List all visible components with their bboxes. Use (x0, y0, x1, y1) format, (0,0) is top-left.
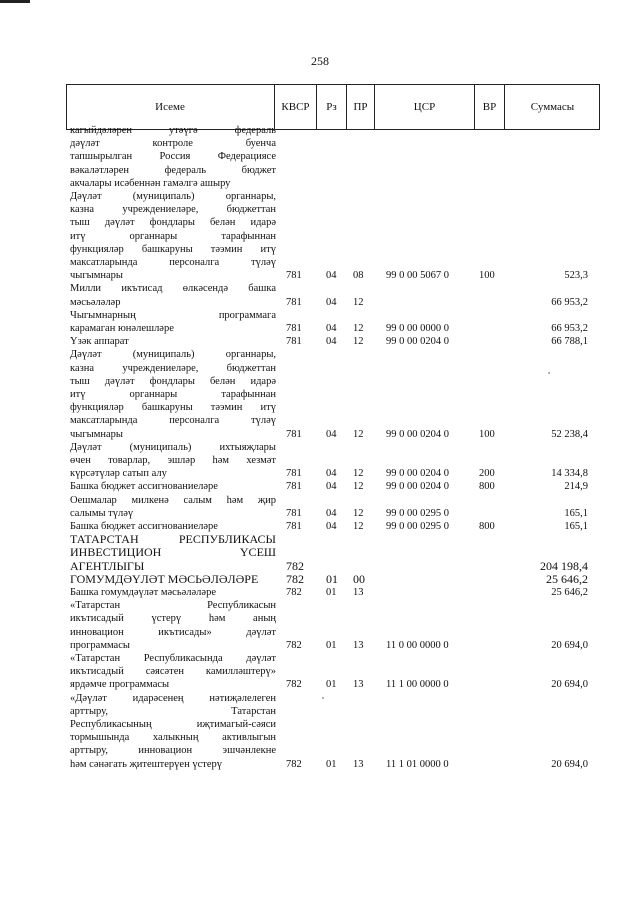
row-name-line: һәм сәнәгать җитештерүен үстерү (70, 758, 222, 770)
row-rz: 01 (326, 571, 338, 586)
row-pr: 13 (353, 639, 364, 651)
row-csr: 99 0 00 0204 0 (386, 428, 449, 440)
row-rz: 04 (326, 481, 337, 493)
row-name-line: Башка бюджет ассигнованиеләре (70, 521, 218, 532)
row-kvsr: 781 (286, 481, 302, 493)
row-name (70, 190, 276, 282)
row-sum: 165,1 (564, 521, 588, 532)
row-name-line: «Татарстан Республикасын (70, 600, 276, 612)
row-sum: 66 953,2 (551, 322, 588, 334)
row-rz: 04 (326, 296, 337, 308)
row-name-line: «Дәүләт идарәсенең нәтиҗәлелеген (70, 692, 276, 704)
row-name (70, 124, 276, 190)
row-name-line: программасы (70, 639, 130, 651)
row-sum: 25 646,2 (551, 587, 588, 598)
row-name-line: итү органнары тарафыннан (70, 230, 276, 242)
row-name-line: ТАТАРСТАН РЕСПУБЛИКАСЫ (70, 532, 276, 547)
row-kvsr: 781 (286, 468, 302, 480)
row-name-line: Башка гомумдәүләт мәсьәләләре (70, 587, 216, 598)
scan-corner-mark (0, 0, 30, 3)
row-kvsr: 782 (286, 558, 304, 573)
row-name (70, 599, 276, 652)
row-name-line: дәүләт контроле буенча (70, 138, 276, 150)
row-sum: 20 694,0 (551, 639, 588, 651)
row-name-line: Дәүләт (муниципаль) органнары, (70, 191, 276, 202)
row-csr: 99 0 00 5067 0 (386, 270, 449, 282)
row-pr: 12 (353, 296, 364, 308)
row-rz: 04 (326, 336, 337, 348)
row-csr: 99 0 00 0295 0 (386, 521, 449, 532)
row-kvsr: 781 (286, 270, 302, 282)
row-rz: 04 (326, 270, 337, 282)
row-name-line: салымы түләү (70, 507, 134, 519)
row-csr: 11 0 00 0000 0 (386, 639, 449, 651)
row-kvsr: 781 (286, 296, 302, 308)
row-name-line: мәсьәләләр (70, 296, 121, 308)
row-kvsr: 782 (286, 758, 302, 770)
row-pr: 12 (353, 521, 364, 532)
row-name-line: вәкаләтләрен федераль бюджет (70, 164, 276, 176)
row-pr: 12 (353, 322, 364, 334)
row-name-line: карамаган юнәлешләре (70, 323, 174, 334)
row-name (70, 586, 276, 599)
row-name (70, 282, 276, 308)
row-pr: 12 (353, 507, 364, 519)
row-pr: 13 (353, 679, 364, 691)
header-vr: ВР (474, 84, 504, 130)
row-rz: 01 (326, 679, 337, 691)
row-kvsr: 782 (286, 571, 304, 586)
row-name-line: икътисадый сәясәтен камилләштерү» (70, 666, 276, 678)
row-name (70, 480, 276, 493)
row-name-line: акчалары исәбеннән гамәлгә ашыру (70, 177, 231, 189)
row-name-line: чыгымнары (70, 270, 123, 282)
row-name-line: максатларында персоналга түләү (70, 415, 276, 427)
row-name (70, 494, 276, 520)
row-vr: 800 (479, 481, 495, 493)
table-row (0, 692, 640, 771)
header-pr: ПР (346, 84, 374, 130)
row-name-line: икътисадый үстерү һәм аның (70, 613, 276, 625)
row-csr: 99 0 00 0295 0 (386, 507, 449, 519)
row-name (70, 348, 276, 440)
row-rz: 04 (326, 521, 337, 532)
row-csr: 99 0 00 0204 0 (386, 336, 449, 348)
row-sum: 52 238,4 (551, 428, 588, 440)
row-name-line: Чыгымнарның программага (70, 309, 276, 321)
row-kvsr: 781 (286, 507, 302, 519)
row-rz: 01 (326, 639, 337, 651)
table-row (0, 335, 640, 348)
row-name (70, 533, 276, 573)
row-kvsr: 781 (286, 336, 302, 348)
table-row (0, 124, 640, 190)
table-row (0, 348, 640, 440)
row-name-line: тормышында халыкның активлыгын (70, 732, 276, 744)
row-name-line: АГЕНТЛЫГЫ (70, 558, 145, 573)
row-pr: 08 (353, 270, 364, 282)
header-name: Исеме (155, 101, 185, 113)
row-kvsr: 782 (286, 639, 302, 651)
row-sum: 204 198,4 (540, 558, 588, 573)
row-name-line: Республикасының иҗтимагый-сәяси (70, 719, 276, 730)
row-name-line: тыш дәүләт фондлары белән идарә (70, 375, 276, 387)
row-vr: 800 (479, 521, 495, 532)
row-name (70, 652, 276, 692)
row-sum: 25 646,2 (546, 571, 588, 586)
row-pr: 12 (353, 468, 364, 480)
row-pr: 12 (353, 481, 364, 493)
row-name-line: кагыйдәләрен утәүгә федераль (70, 125, 276, 136)
row-pr: 13 (353, 758, 364, 770)
row-vr: 100 (479, 270, 495, 282)
row-pr: 12 (353, 336, 364, 348)
row-sum: 20 694,0 (551, 758, 588, 770)
table-row (0, 533, 640, 573)
header-sum: Суммасы (504, 84, 600, 130)
row-vr: 200 (479, 468, 495, 480)
scan-speck (322, 697, 324, 699)
table-row (0, 282, 640, 308)
row-name (70, 335, 276, 348)
row-sum: 523,3 (564, 270, 588, 282)
row-name-line: итү органнары тарафыннан (70, 389, 276, 400)
row-pr: 00 (353, 571, 365, 586)
row-name-line: инновацион икътисады» дәүләт (70, 626, 276, 638)
row-csr: 99 0 00 0204 0 (386, 468, 449, 480)
row-name-line: казна учреждениеләре, бюджеттан (70, 204, 276, 216)
table-row (0, 309, 640, 335)
row-name-line: казна учреждениеләре, бюджеттан (70, 362, 276, 374)
row-rz: 04 (326, 507, 337, 519)
header-csr: ЦСР (374, 84, 474, 130)
row-name-line: ярдәмче программасы (70, 679, 170, 691)
table-row (0, 652, 640, 692)
table-row (0, 573, 640, 586)
row-name-line: күрсәтүләр сатып алу (70, 468, 167, 480)
table-row (0, 599, 640, 652)
row-name-line: функцияләр башкаруны тәэмин итү (70, 243, 276, 255)
row-csr: 99 0 00 0204 0 (386, 481, 449, 493)
row-rz: 04 (326, 322, 337, 334)
row-name-line: өчен товарлар, эшләр һәм хезмәт (70, 455, 276, 466)
row-name (70, 309, 276, 335)
row-name-line: Дәүләт (муниципаль) органнары, (70, 349, 276, 361)
row-sum: 66 953,2 (551, 296, 588, 308)
header-rz: Рз (316, 84, 346, 130)
row-name-line: Үзәк аппарат (70, 336, 129, 348)
row-kvsr: 781 (286, 521, 302, 532)
row-sum: 165,1 (564, 507, 588, 519)
row-sum: 66 788,1 (551, 336, 588, 348)
row-name-line: функцияләр башкаруны тәэмин итү (70, 402, 276, 414)
row-rz: 01 (326, 587, 337, 598)
row-pr: 12 (353, 428, 364, 440)
table-row (0, 586, 640, 599)
row-name-line: Милли икътисад өлкәсендә башка (70, 283, 276, 295)
row-csr: 99 0 00 0000 0 (386, 322, 449, 334)
row-name-line: ИНВЕСТИЦИОН ҮСЕШ (70, 545, 276, 560)
row-name-line: Башка бюджет ассигнованиеләре (70, 481, 218, 493)
scan-speck (548, 372, 550, 374)
row-name-line: Дәүләт (муниципаль) ихтыяҗлары (70, 441, 276, 453)
row-sum: 214,9 (564, 481, 588, 493)
row-name-line: арттыру, инновацион эшчәнлекне (70, 745, 276, 757)
row-vr: 100 (479, 428, 495, 440)
row-rz: 01 (326, 758, 337, 770)
row-name-line: ГОМУМДӘҮЛӘТ МӘСЬӘЛӘЛӘРЕ (70, 571, 259, 586)
row-name-line: «Татарстан Республикасында дәүләт (70, 653, 276, 664)
row-name-line: тыш дәүләт фондлары белән идарә (70, 217, 276, 229)
row-kvsr: 781 (286, 322, 302, 334)
row-name-line: тапшырылган Россия Федерациясе (70, 151, 276, 163)
row-csr: 11 1 01 0000 0 (386, 758, 449, 770)
table-row (0, 441, 640, 481)
row-name-line: максатларында персоналга түләү (70, 257, 276, 269)
row-kvsr: 782 (286, 679, 302, 691)
table-row (0, 480, 640, 493)
row-name-line: чыгымнары (70, 428, 123, 440)
row-name-line: Оешмалар милкенә салым һәм җир (70, 494, 276, 506)
row-rz: 04 (326, 428, 337, 440)
row-pr: 13 (353, 587, 364, 598)
row-name (70, 573, 276, 586)
row-kvsr: 781 (286, 428, 302, 440)
row-kvsr: 782 (286, 587, 302, 598)
table-row (0, 494, 640, 520)
row-name (70, 441, 276, 481)
row-name (70, 692, 276, 771)
table-row (0, 190, 640, 282)
row-rz: 04 (326, 468, 337, 480)
row-sum: 20 694,0 (551, 679, 588, 691)
row-name-line: арттыру, Татарстан (70, 705, 276, 717)
header-kvsr: КВСР (274, 84, 316, 130)
row-sum: 14 334,8 (551, 468, 588, 480)
page-number: 258 (311, 54, 329, 68)
row-csr: 11 1 00 0000 0 (386, 679, 449, 691)
